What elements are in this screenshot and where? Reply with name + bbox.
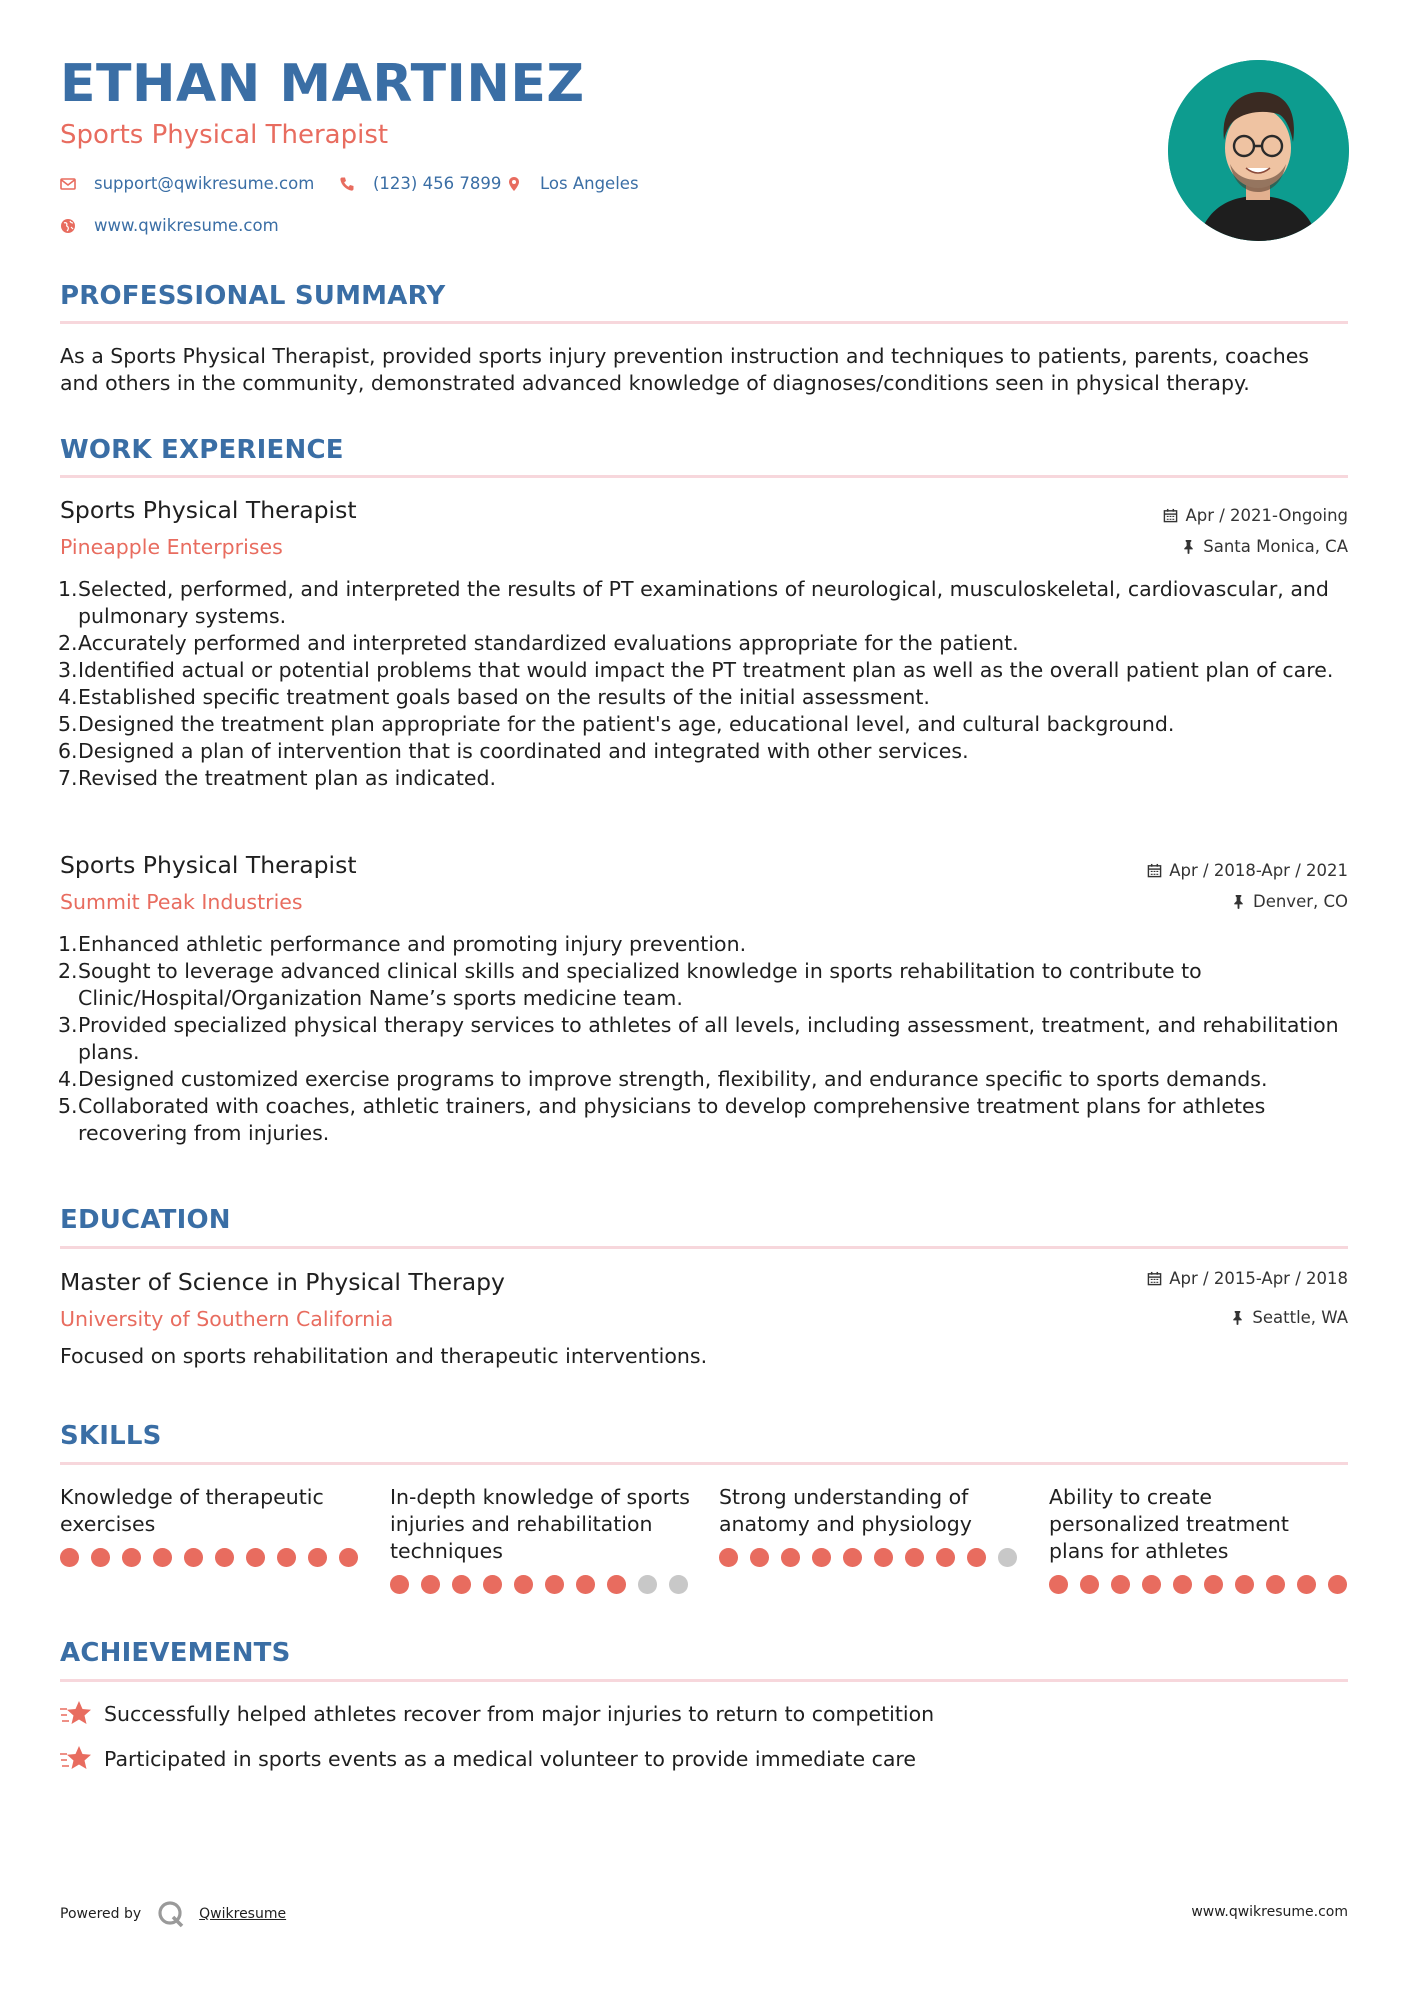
rating-dot-filled bbox=[1173, 1575, 1192, 1594]
rating-dot-filled bbox=[60, 1548, 79, 1567]
job-company-2: Summit Peak Industries bbox=[60, 890, 303, 914]
skill-name: Ability to create personalized treatment plans for athletes bbox=[1049, 1485, 1289, 1563]
rating-dot-filled bbox=[874, 1548, 893, 1567]
skills-heading: SKILLS bbox=[60, 1421, 162, 1451]
list-item: 5. Collaborated with coaches, athletic trainers, and physicians to develop comprehensive treatment plans for athletes recovering from injuries. bbox=[58, 1094, 1266, 1145]
education-description: Focused on sports rehabilitation and therapeutic interventions. bbox=[60, 1344, 708, 1368]
achievement-item-1 bbox=[60, 1700, 934, 1728]
powered-by-label: Powered by bbox=[60, 1906, 142, 1922]
skill-item-4 bbox=[1049, 1484, 1349, 1594]
achievements-divider bbox=[60, 1679, 1348, 1682]
education-dates bbox=[1147, 1269, 1348, 1288]
rating-dot-filled bbox=[277, 1548, 296, 1567]
contact-location bbox=[506, 174, 639, 193]
rating-dot-filled bbox=[452, 1575, 471, 1594]
list-item: 2. Accurately performed and interpreted standardized evaluations appropriate for the patient. bbox=[58, 631, 1019, 655]
education-dates-text: Apr / 2015-Apr / 2018 bbox=[1169, 1269, 1348, 1288]
rating-dot-filled bbox=[1049, 1575, 1068, 1594]
job-location-text-1: Santa Monica, CA bbox=[1203, 537, 1348, 556]
education-divider bbox=[60, 1246, 1348, 1249]
globe-icon bbox=[60, 218, 76, 234]
job-company-1: Pineapple Enterprises bbox=[60, 535, 283, 559]
list-item: 3. Provided specialized physical therapy services to athletes of all levels, including assessment, treatment, and rehabilitation plans. bbox=[58, 1013, 1339, 1064]
footer-website[interactable]: www.qwikresume.com bbox=[1191, 1904, 1348, 1920]
list-item: 7. Revised the treatment plan as indicated. bbox=[58, 766, 497, 790]
job-bullets-1 bbox=[60, 576, 1350, 792]
phone-text[interactable]: (123) 456 7899 bbox=[373, 174, 502, 193]
contact-website[interactable] bbox=[60, 216, 279, 235]
rating-dot-filled bbox=[936, 1548, 955, 1567]
website-text[interactable]: www.qwikresume.com bbox=[94, 216, 279, 235]
rating-dot-filled bbox=[122, 1548, 141, 1567]
rating-dot-filled bbox=[545, 1575, 564, 1594]
list-item: 5. Designed the treatment plan appropriate for the patient's age, educational level, and cultural background. bbox=[58, 712, 1175, 736]
rating-dot-filled bbox=[967, 1548, 986, 1567]
contact-email[interactable] bbox=[60, 174, 314, 193]
job-title-1: Sports Physical Therapist bbox=[60, 496, 357, 524]
rating-dot-filled bbox=[421, 1575, 440, 1594]
star-icon bbox=[60, 1745, 92, 1773]
rating-dot-filled bbox=[153, 1548, 172, 1567]
rating-dot-empty bbox=[669, 1575, 688, 1594]
rating-dot-filled bbox=[483, 1575, 502, 1594]
rating-dot-empty bbox=[998, 1548, 1017, 1567]
footer-brand-link[interactable]: Qwikresume bbox=[199, 1906, 287, 1922]
rating-dot-filled bbox=[390, 1575, 409, 1594]
rating-dot-filled bbox=[91, 1548, 110, 1567]
list-item: 3. Identified actual or potential problems that would impact the PT treatment plan as well as the overall patient plan of care. bbox=[58, 658, 1334, 682]
rating-dot-filled bbox=[1111, 1575, 1130, 1594]
job-location-2 bbox=[1231, 892, 1348, 911]
list-item: 4. Established specific treatment goals based on the results of the initial assessment. bbox=[58, 685, 930, 709]
achievement-item-2 bbox=[60, 1745, 916, 1773]
phone-icon bbox=[339, 176, 355, 192]
rating-dot-filled bbox=[514, 1575, 533, 1594]
summary-text: As a Sports Physical Therapist, provided sports injury prevention instruction and techniques to patients, parents, coaches and others in the community, demonstrated advanced knowledge of diagnoses/conditions seen in physical therapy. bbox=[60, 344, 1309, 395]
rating-dot-filled bbox=[1328, 1575, 1347, 1594]
achievement-text: Successfully helped athletes recover from major injuries to return to competition bbox=[104, 1702, 935, 1726]
envelope-icon bbox=[60, 176, 76, 192]
education-degree: Master of Science in Physical Therapy bbox=[60, 1268, 505, 1296]
experience-divider bbox=[60, 475, 1348, 478]
pushpin-icon bbox=[1231, 894, 1246, 909]
job-location-text-2: Denver, CO bbox=[1252, 892, 1348, 911]
achievements-heading: ACHIEVEMENTS bbox=[60, 1638, 291, 1668]
list-item: 1. Selected, performed, and interpreted the results of PT examinations of neurological, musculoskeletal, cardiovascular, and pulmonary systems. bbox=[58, 577, 1329, 628]
pushpin-icon bbox=[1181, 539, 1196, 554]
candidate-name: ETHAN MARTINEZ bbox=[60, 54, 585, 114]
email-text[interactable]: support@qwikresume.com bbox=[94, 174, 315, 193]
candidate-title: Sports Physical Therapist bbox=[60, 120, 389, 150]
skill-rating bbox=[719, 1548, 1019, 1567]
list-item: 4. Designed customized exercise programs to improve strength, flexibility, and endurance specific to sports demands. bbox=[58, 1067, 1268, 1091]
summary-divider bbox=[60, 321, 1348, 324]
education-heading: EDUCATION bbox=[60, 1205, 231, 1235]
portrait-illustration bbox=[1168, 60, 1349, 241]
education-school: University of Southern California bbox=[60, 1307, 394, 1331]
map-pin-icon bbox=[506, 176, 522, 192]
education-location-text: Seattle, WA bbox=[1252, 1308, 1348, 1327]
job-location-1 bbox=[1181, 537, 1348, 556]
rating-dot-filled bbox=[339, 1548, 358, 1567]
contact-phone[interactable] bbox=[339, 174, 501, 193]
job-dates-1 bbox=[1163, 506, 1348, 525]
rating-dot-filled bbox=[607, 1575, 626, 1594]
job-dates-text-1: Apr / 2021-Ongoing bbox=[1185, 506, 1348, 525]
rating-dot-filled bbox=[308, 1548, 327, 1567]
job-dates-text-2: Apr / 2018-Apr / 2021 bbox=[1169, 861, 1348, 880]
rating-dot-filled bbox=[719, 1548, 738, 1567]
calendar-icon bbox=[1147, 1271, 1162, 1286]
rating-dot-filled bbox=[1142, 1575, 1161, 1594]
qwikresume-logo-icon bbox=[157, 1900, 185, 1928]
rating-dot-filled bbox=[1235, 1575, 1254, 1594]
location-text: Los Angeles bbox=[540, 174, 639, 193]
rating-dot-filled bbox=[905, 1548, 924, 1567]
rating-dot-filled bbox=[1080, 1575, 1099, 1594]
rating-dot-filled bbox=[1297, 1575, 1316, 1594]
job-dates-2 bbox=[1147, 861, 1348, 880]
list-item: 2. Sought to leverage advanced clinical skills and specialized knowledge in sports rehabilitation to contribute to Clinic/Hospital/Organization Name’s sports medicine team. bbox=[58, 959, 1202, 1010]
rating-dot-filled bbox=[812, 1548, 831, 1567]
rating-dot-filled bbox=[184, 1548, 203, 1567]
skill-name: In-depth knowledge of sports injuries and rehabilitation techniques bbox=[390, 1485, 690, 1563]
skill-name: Knowledge of therapeutic exercises bbox=[60, 1485, 324, 1536]
skill-name: Strong understanding of anatomy and physiology bbox=[719, 1485, 972, 1536]
rating-dot-filled bbox=[215, 1548, 234, 1567]
rating-dot-filled bbox=[1266, 1575, 1285, 1594]
achievement-text: Participated in sports events as a medical volunteer to provide immediate care bbox=[104, 1747, 917, 1771]
education-location bbox=[1230, 1308, 1348, 1327]
list-item: 6. Designed a plan of intervention that is coordinated and integrated with other services. bbox=[58, 739, 969, 763]
skill-rating bbox=[60, 1548, 360, 1567]
rating-dot-filled bbox=[750, 1548, 769, 1567]
rating-dot-empty bbox=[638, 1575, 657, 1594]
job-title-2: Sports Physical Therapist bbox=[60, 851, 357, 879]
list-item: 1. Enhanced athletic performance and promoting injury prevention. bbox=[58, 932, 747, 956]
calendar-icon bbox=[1147, 863, 1162, 878]
pushpin-icon bbox=[1230, 1310, 1245, 1325]
rating-dot-filled bbox=[1204, 1575, 1223, 1594]
star-icon bbox=[60, 1700, 92, 1728]
rating-dot-filled bbox=[843, 1548, 862, 1567]
skill-item-1 bbox=[60, 1484, 360, 1567]
summary-heading: PROFESSIONAL SUMMARY bbox=[60, 281, 446, 311]
calendar-icon bbox=[1163, 508, 1178, 523]
skill-rating bbox=[390, 1575, 690, 1594]
skill-item-2 bbox=[390, 1484, 690, 1594]
footer-powered-by bbox=[60, 1900, 286, 1928]
skill-rating bbox=[1049, 1575, 1349, 1594]
job-bullets-2 bbox=[60, 931, 1350, 1147]
rating-dot-filled bbox=[576, 1575, 595, 1594]
skill-item-3 bbox=[719, 1484, 1019, 1567]
experience-heading: WORK EXPERIENCE bbox=[60, 435, 344, 465]
rating-dot-filled bbox=[781, 1548, 800, 1567]
skills-divider bbox=[60, 1462, 1348, 1465]
rating-dot-filled bbox=[246, 1548, 265, 1567]
profile-photo bbox=[1168, 60, 1349, 241]
